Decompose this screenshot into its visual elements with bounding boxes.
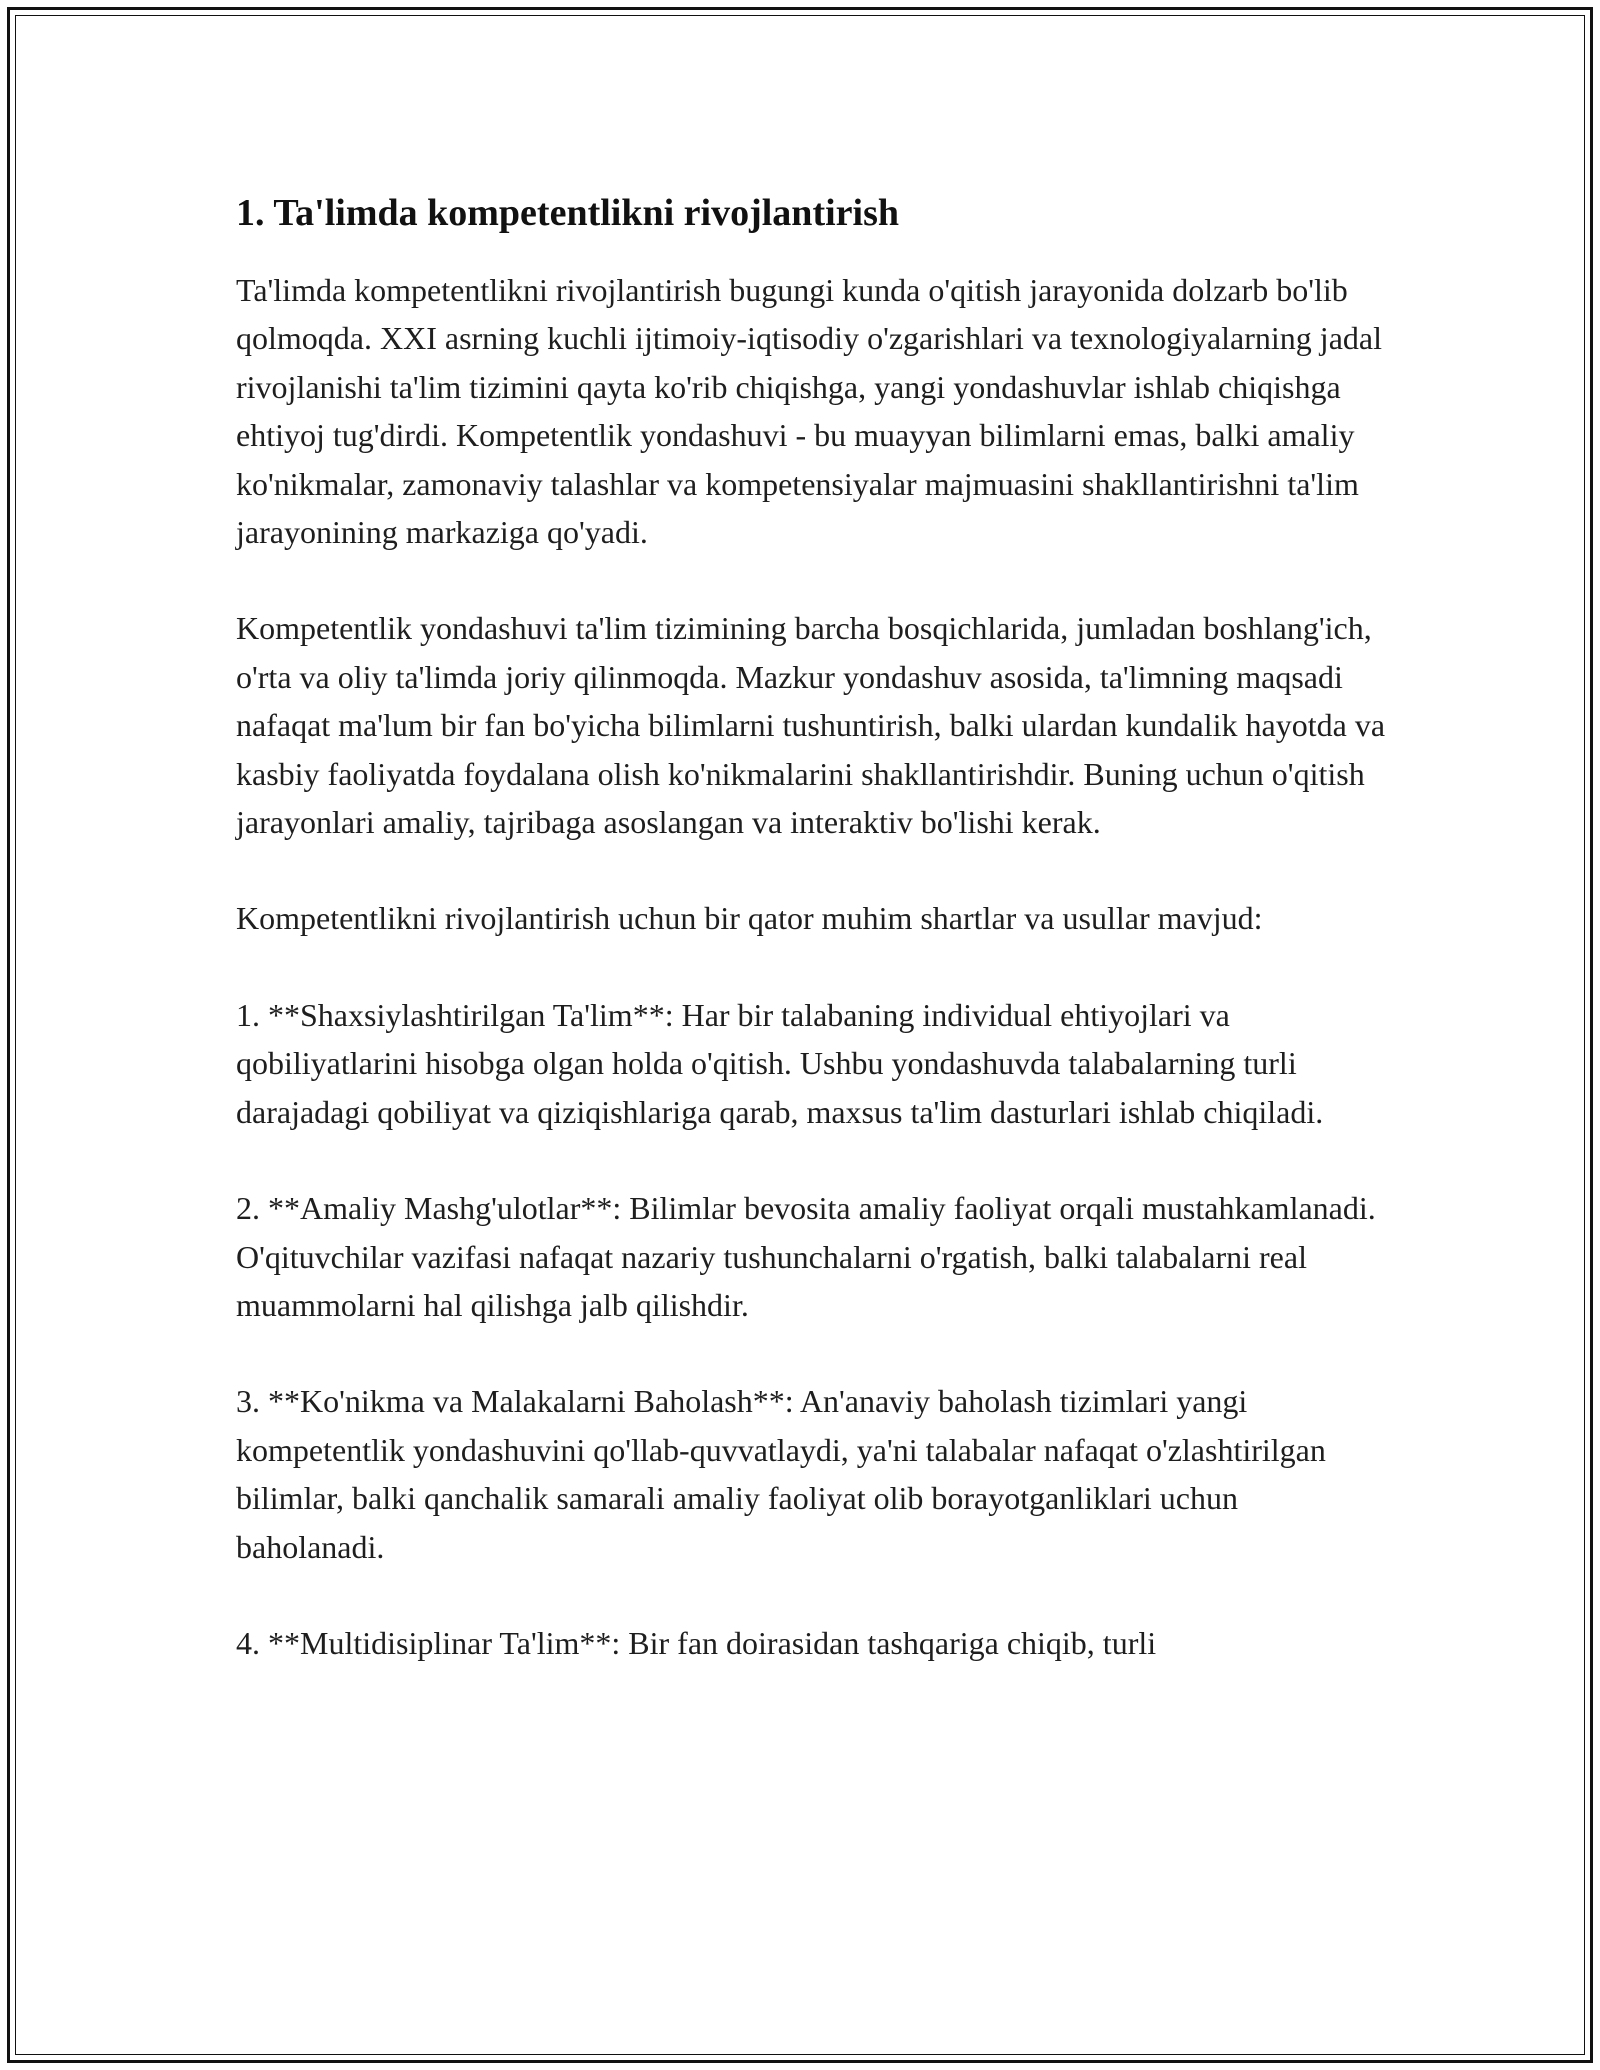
paragraph-intro: Ta'limda kompetentlikni rivojlantirish bugungi kunda o'qitish jarayonida dolzarb bo'lib qolmoqda. XXI asrning kuchli ijtimoiy-iqtisodiy o'zgarishlari va texnologiyalarning jadal rivojlanishi ta'lim tizimini qayta ko'rib chiqishga, yangi yondashuvlar ishlab chiqishga ehtiyoj tug'dirdi. Kompetentlik yondashuvi - bu muayyan bilimlarni emas, balki amaliy ko'nikmalar, zamonaviy talashlar va kompetensiyalar majmuasini shakllantirishni ta'lim jarayonining markaziga qo'yadi. [236,272,1382,551]
list-item-personalized-learning: 1. **Shaxsiylashtirilgan Ta'lim**: Har bir talabaning individual ehtiyojlari va qobiliyatlarini hisobga olgan holda o'qitish. Ushbu yondashuvda talabalarning turli darajadagi qobiliyat va qiziqishlariga qarab, maxsus ta'lim dasturlari ishlab chiqiladi. [236,996,1324,1130]
paragraph-approach: Kompetentlik yondashuvi ta'lim tizimining barcha bosqichlarida, jumladan boshlang'ich, o'rta va oliy ta'limda joriy qilinmoqda. Mazkur yondashuv asosida, ta'limning maqsadi nafaqat ma'lum bir fan bo'yicha bilimlarni tushuntirish, balki ulardan kundalik hayotda va kasbiy faoliyatda foydalana olish ko'nikmalarini shakllantirishdir. Buning uchun o'qitish jarayonlari amaliy, tajribaga asoslangan va interaktiv bo'lishi kerak. [236,610,1386,841]
document-body [236,182,1386,1667]
list-item-practical-training: 2. **Amaliy Mashg'ulotlar**: Bilimlar bevosita amaliy faoliyat orqali mustahkamlanadi. O'qituvchilar vazifasi nafaqat nazariy tushunchalarni o'rgatish, balki talabalarni real muammolarni hal qilishga jalb qilishdir. [236,1190,1376,1323]
list-item-skills-assessment: 3. **Ko'nikma va Malakalarni Baholash**: An'anaviy baholash tizimlari yangi kompetentlik yondashuvini qo'llab-quvvatlaydi, ya'ni talabalar nafaqat o'zlashtirilgan bilimlar, balki qanchalik samarali amaliy faoliyat olib borayotganliklari uchun baholanadi. [236,1383,1326,1565]
list-item-multidisciplinary-learning: 4. **Multidisiplinar Ta'lim**: Bir fan doirasidan tashqariga chiqib, turli [236,1624,1157,1661]
section-title: 1. Ta'limda kompetentlikni rivojlantirish [236,192,899,234]
paragraph-conditions: Kompetentlikni rivojlantirish uchun bir qator muhim shartlar va usullar mavjud: [236,900,1263,937]
